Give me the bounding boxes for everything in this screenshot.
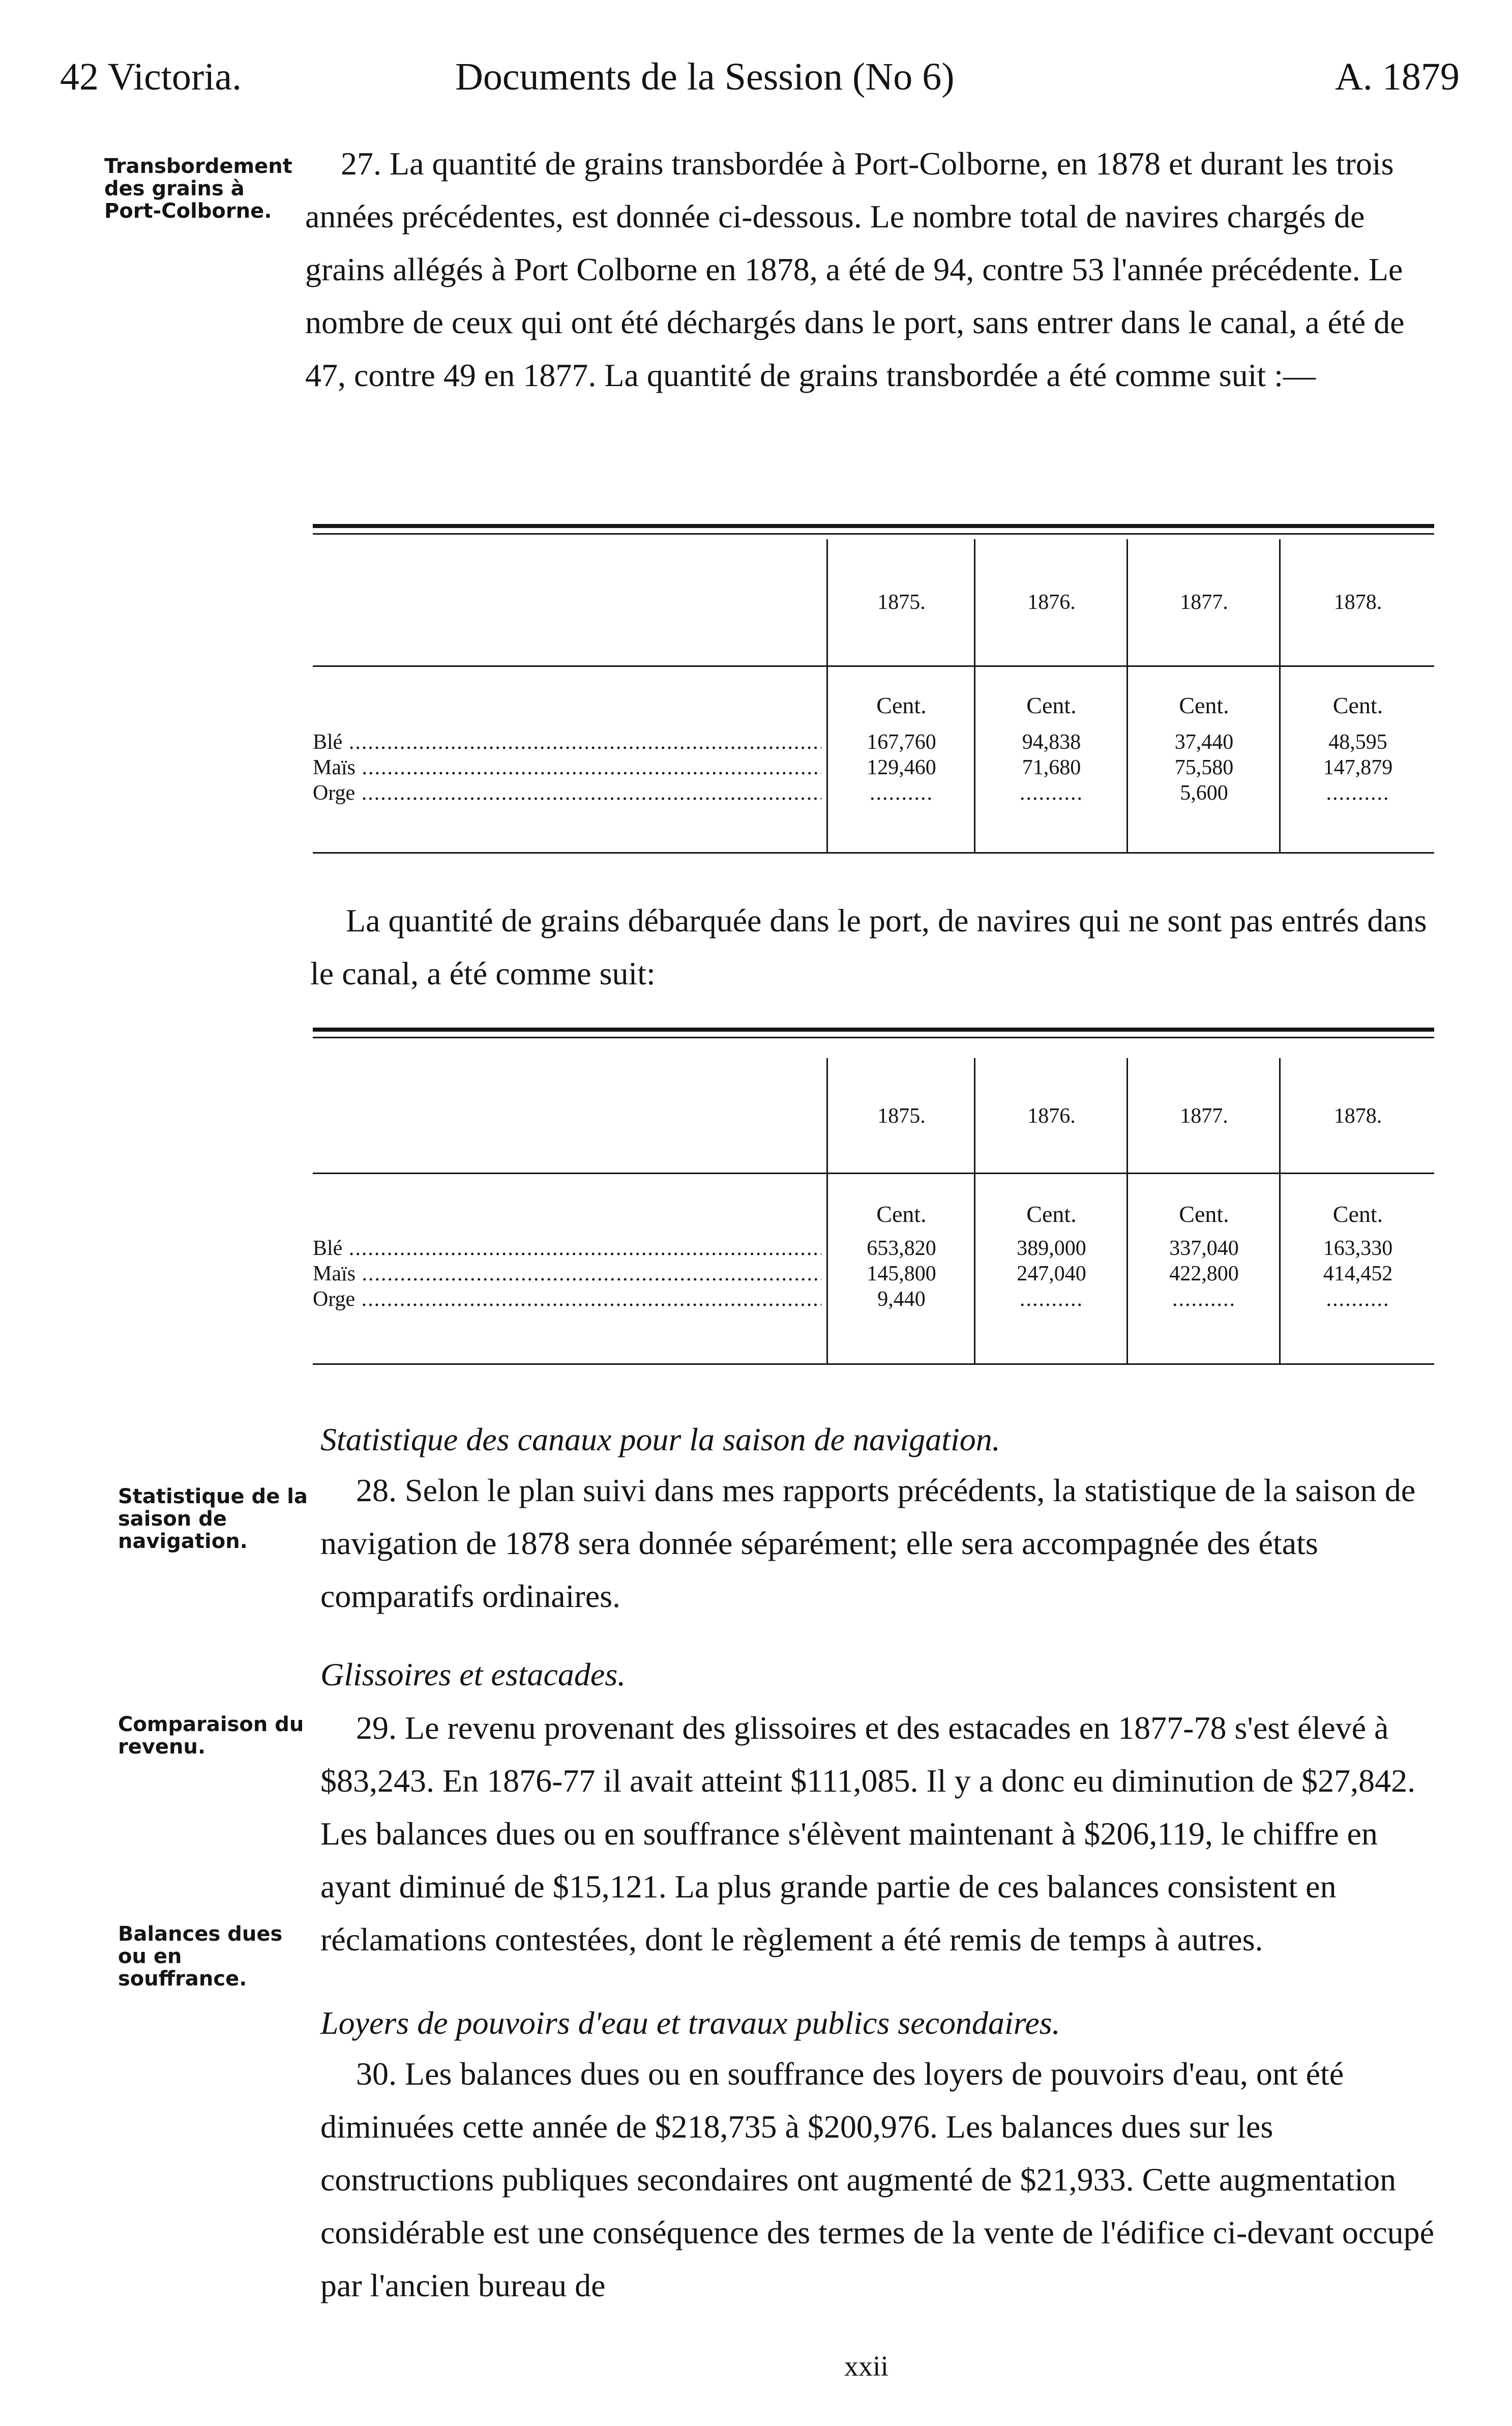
- table-bottom-rule: [313, 852, 1434, 854]
- running-header-right: A. 1879: [1335, 55, 1460, 98]
- table-top-rule-thin: [313, 533, 1434, 535]
- table-cell: 422,800: [1169, 1262, 1239, 1285]
- year-header: 1876.: [1027, 1104, 1076, 1128]
- unit-header: Cent.: [1179, 1201, 1229, 1227]
- table-cell: 389,000: [1017, 1237, 1086, 1260]
- empty-cell-dots: ..........: [870, 781, 933, 805]
- table-cell: 37,440: [1174, 730, 1234, 754]
- table-cell: 145,800: [867, 1262, 936, 1285]
- column-divider: [1279, 539, 1281, 852]
- unit-header: Cent.: [876, 692, 927, 718]
- table-top-rule-thin: [313, 1037, 1434, 1038]
- year-header: 1877.: [1180, 1104, 1228, 1128]
- row-label-orge: Orge .....: [313, 781, 821, 805]
- row-label-orge: Orge .....: [313, 1287, 821, 1311]
- row-label-mais: Maïs .....: [313, 1262, 821, 1286]
- column-divider: [1126, 539, 1128, 852]
- margin-note-statistique: Statistique de la saison de navigation.: [118, 1485, 308, 1553]
- table-cell: 163,330: [1323, 1237, 1393, 1260]
- section-heading-glissoires: Glissoires et estacades.: [320, 1656, 626, 1692]
- empty-cell-dots: ..........: [1020, 1288, 1083, 1311]
- grain-table-landed: [313, 1028, 1434, 1379]
- section-heading-statistique: Statistique des canaux pour la saison de navigation.: [320, 1421, 1000, 1457]
- empty-cell-dots: ..........: [1172, 1288, 1236, 1311]
- table-cell: 71,680: [1022, 756, 1081, 779]
- table-cell: 9,440: [877, 1288, 926, 1311]
- year-header: 1875.: [877, 1104, 926, 1128]
- table-cell: 653,820: [867, 1237, 936, 1260]
- year-header: 1878.: [1333, 591, 1382, 614]
- table-cell: 48,595: [1328, 730, 1387, 754]
- paragraph-29: 29. Le revenu provenant des glissoires et des estacades en 1877-78 s'est élevé à $83,243. En 1876-77 il avait atteint $111,085. Il y a donc eu diminution de $27,842. Les balances dues ou en souffrance s'élèvent maintenant à $206,119, le chiffre en ayant diminué de $15,121. La plus grande partie de ces balances consistent en réclamations contestées, dont le règlement a été remis de temps à autres.: [320, 1710, 1416, 1957]
- column-divider: [1279, 1058, 1281, 1363]
- year-header: 1878.: [1333, 1104, 1382, 1128]
- unit-header: Cent.: [1026, 692, 1077, 718]
- margin-note-transbordement: Transbordement des grains à Port-Colborne.: [104, 155, 292, 223]
- column-divider: [974, 539, 975, 852]
- table-top-rule: [313, 1028, 1434, 1032]
- column-divider: [826, 539, 828, 852]
- year-header: 1876.: [1027, 591, 1076, 614]
- row-label-ble: Blé .....: [313, 730, 821, 754]
- running-header-center: Documents de la Session (No 6): [455, 55, 955, 98]
- row-label-ble: Blé .....: [313, 1236, 821, 1261]
- row-label-mais: Maïs .....: [313, 755, 821, 780]
- table-bottom-rule: [313, 1363, 1434, 1365]
- page-folio: xxii: [844, 2351, 889, 2382]
- year-header: 1875.: [877, 591, 926, 614]
- paragraph-28: 28. Selon le plan suivi dans mes rapports précédents, la statistique de la saison de navigation de 1878 sera donnée séparément; elle sera accompagnée des états comparatifs ordinaires.: [320, 1472, 1416, 1614]
- unit-header: Cent.: [1179, 692, 1229, 718]
- grain-table-transshipped: [313, 524, 1434, 855]
- table-cell: 5,600: [1180, 781, 1228, 805]
- table-header-rule: [313, 1173, 1434, 1174]
- table-cell: 75,580: [1174, 756, 1234, 779]
- column-divider: [1126, 1058, 1128, 1363]
- margin-note-comparaison: Comparaison du revenu.: [118, 1713, 304, 1759]
- unit-header: Cent.: [1332, 1201, 1383, 1227]
- table-cell: 247,040: [1017, 1262, 1086, 1285]
- margin-note-balances: Balances dues ou en souffrance.: [118, 1922, 283, 1991]
- table-cell: 147,879: [1323, 756, 1393, 779]
- column-divider: [826, 1058, 828, 1363]
- empty-cell-dots: ..........: [1326, 1288, 1390, 1311]
- empty-cell-dots: ..........: [1326, 781, 1390, 805]
- table-cell: 414,452: [1323, 1262, 1393, 1285]
- running-header-left: 42 Victoria.: [60, 55, 242, 98]
- unit-header: Cent.: [1026, 1201, 1077, 1227]
- table-cell: 167,760: [867, 730, 936, 754]
- table-cell: 94,838: [1022, 730, 1081, 754]
- paragraph-27: 27. La quantité de grains transbordée à Port-Colborne, en 1878 et durant les trois années précédentes, est donnée ci-dessous. Le nombre total de navires chargés de grains allégés à Port Colborne en 1878, a été de 94, contre 53 l'année précédente. Le nombre de ceux qui ont été déchargés dans le port, sans entrer dans le canal, a été de 47, contre 49 en 1877. La quantité de grains transbordée a été comme suit :—: [305, 145, 1405, 393]
- unit-header: Cent.: [876, 1201, 927, 1227]
- table-top-rule: [313, 524, 1434, 528]
- column-divider: [974, 1058, 975, 1363]
- paragraph-between-tables: La quantité de grains débarquée dans le port, de navires qui ne sont pas entrés dans le canal, a été comme suit:: [310, 902, 1427, 991]
- year-header: 1877.: [1180, 591, 1228, 614]
- table-cell: 129,460: [867, 756, 936, 779]
- section-heading-loyers: Loyers de pouvoirs d'eau et travaux publics secondaires.: [320, 2005, 1060, 2041]
- empty-cell-dots: ..........: [1020, 781, 1083, 805]
- paragraph-30: 30. Les balances dues ou en souffrance des loyers de pouvoirs d'eau, ont été diminuées cette année de $218,735 à $200,976. Les balances dues sur les constructions publiques secondaires ont augmenté de $21,933. Cette augmentation considérable est une conséquence des termes de la vente de l'édifice ci-devant occupé par l'ancien bureau de: [320, 2056, 1435, 2303]
- table-cell: 337,040: [1169, 1237, 1239, 1260]
- unit-header: Cent.: [1332, 692, 1383, 718]
- table-header-rule: [313, 665, 1434, 667]
